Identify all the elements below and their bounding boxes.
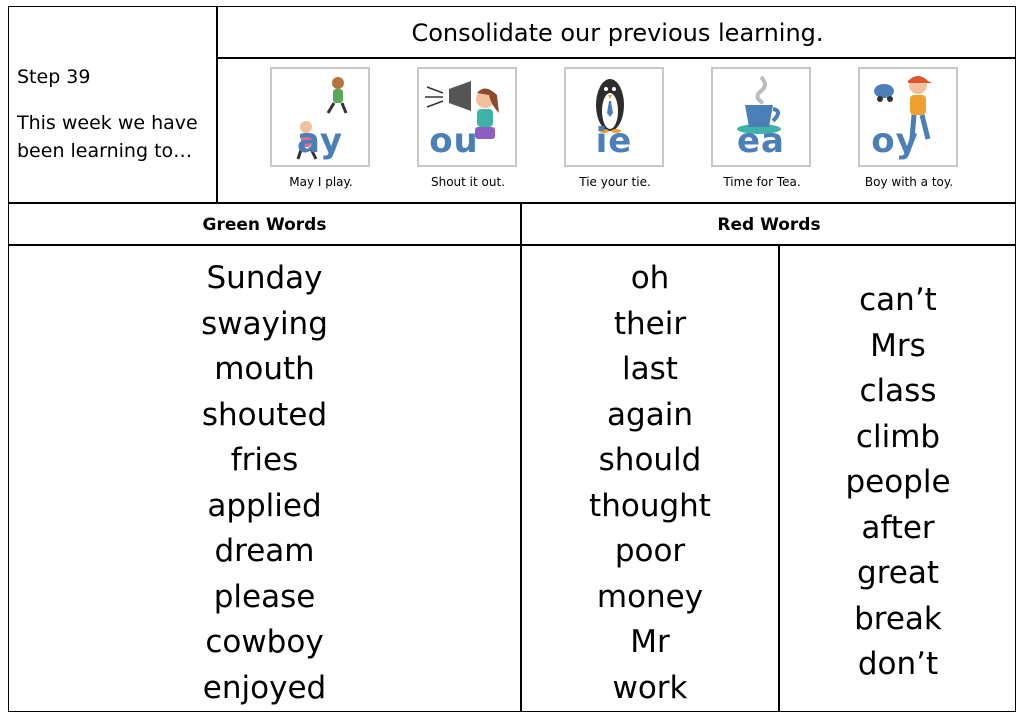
green-words-header: Green Words <box>202 214 327 235</box>
red-words-list-1 <box>522 256 778 711</box>
green-word: mouth <box>214 351 315 387</box>
sound-card-ou <box>417 67 521 167</box>
red-word: last <box>622 351 678 387</box>
green-word: fries <box>230 442 299 478</box>
red-word: thought <box>589 487 711 524</box>
red-word: break <box>854 600 942 637</box>
sound-card-ay <box>270 67 374 167</box>
red-words-list-2 <box>780 278 1016 688</box>
red-word: work <box>612 669 688 706</box>
sound-card-ie <box>564 67 668 167</box>
sound-phrase: Boy with a toy. <box>864 175 954 189</box>
girl-megaphone-icon <box>417 67 517 167</box>
red-word: people <box>845 464 951 500</box>
page-title: Consolidate our previous learning. <box>411 18 824 47</box>
red-word: their <box>613 305 687 342</box>
sound-letters: oy <box>871 121 919 161</box>
green-word: dream <box>214 533 315 569</box>
sound-letters: ie <box>595 121 633 161</box>
red-word: climb <box>855 418 941 455</box>
red-word: Mr <box>630 624 670 660</box>
sound-letters: ou <box>429 121 479 161</box>
red-word: again <box>607 396 693 433</box>
penguin-tie-icon <box>564 67 664 167</box>
green-word: swaying <box>201 305 328 342</box>
lesson-sheet <box>8 6 1016 712</box>
boy-toy-icon <box>858 67 958 167</box>
red-word: don’t <box>857 646 939 682</box>
green-word: cowboy <box>205 624 324 660</box>
red-word: oh <box>630 260 670 296</box>
step-number: Step 39 <box>17 66 91 88</box>
red-word: Mrs <box>870 327 926 364</box>
sound-letters: ay <box>296 121 344 161</box>
red-word: class <box>859 373 937 409</box>
red-word: great <box>857 555 939 591</box>
teacup-icon <box>711 67 811 167</box>
sound-phrase: Time for Tea. <box>723 175 801 189</box>
red-word: poor <box>614 533 686 569</box>
sound-phrase: Tie your tie. <box>579 175 651 189</box>
red-word: after <box>861 509 935 546</box>
red-word: money <box>596 578 704 615</box>
green-word: please <box>213 578 316 615</box>
green-word: Sunday <box>206 260 323 296</box>
green-word: enjoyed <box>202 669 327 706</box>
sound-phrase: Shout it out. <box>430 175 505 189</box>
red-word: can’t <box>859 282 937 318</box>
red-words-header: Red Words <box>717 214 821 235</box>
sound-letters: ea <box>736 121 785 161</box>
sound-phrase: May I play. <box>289 175 353 189</box>
sound-cards <box>218 59 1017 203</box>
sound-card-oy <box>858 67 962 167</box>
children-playing-icon <box>270 67 370 167</box>
green-word: applied <box>207 487 322 524</box>
green-word: shouted <box>201 396 328 433</box>
step-intro: This week we have been learning to… <box>17 112 198 162</box>
red-word: should <box>598 442 702 478</box>
sound-card-ea <box>711 67 815 167</box>
step-info <box>9 7 217 203</box>
green-words-list <box>9 256 520 711</box>
